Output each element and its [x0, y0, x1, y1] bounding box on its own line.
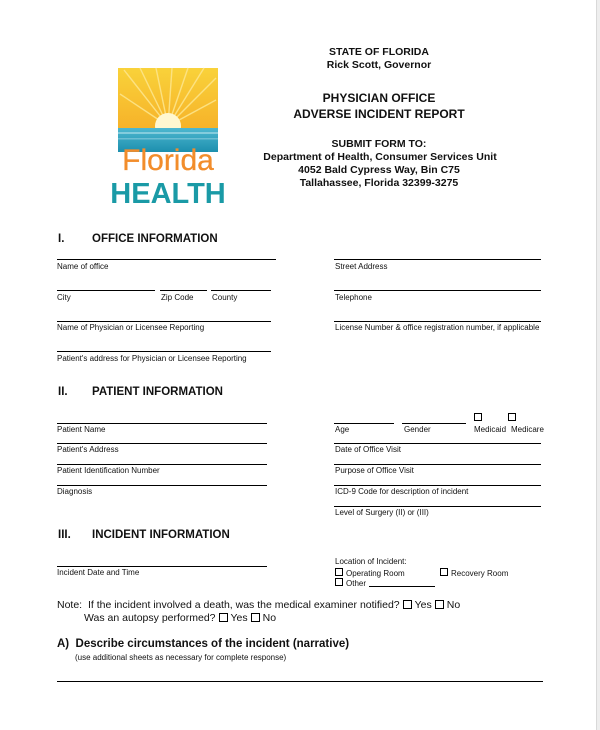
license-number-label: License Number & office registration number, if applicable: [335, 323, 540, 332]
title-line-2: ADVERSE INCIDENT REPORT: [293, 107, 465, 121]
section-incident-information: [58, 529, 230, 541]
recovery-room-label: Recovery Room: [451, 569, 509, 578]
diagnosis-field[interactable]: [57, 485, 267, 486]
operating-room-label: Operating Room: [346, 569, 405, 578]
logo-word-florida: Florida: [122, 144, 214, 177]
checkbox-icon: [508, 413, 516, 421]
section-number: II.: [58, 386, 68, 398]
telephone-label: Telephone: [335, 293, 372, 302]
note-question-2: [84, 612, 276, 625]
address-line-1: 4052 Bald Cypress Way, Bin C75: [298, 164, 460, 176]
autopsy-no-checkbox[interactable]: [251, 613, 260, 622]
county-field[interactable]: [211, 290, 271, 291]
autopsy-question: Was an autopsy performed?: [84, 612, 216, 624]
title-line-1: PHYSICIAN OFFICE: [322, 91, 436, 105]
surgery-level-label: Level of Surgery (II) or (III): [335, 508, 429, 517]
medicare-checkbox[interactable]: [508, 413, 519, 424]
date-of-visit-field[interactable]: [334, 443, 541, 444]
gender-field[interactable]: [402, 423, 466, 424]
address-line-2: Tallahassee, Florida 32399-3275: [299, 177, 459, 189]
zip-code-field[interactable]: [160, 290, 207, 291]
florida-health-logo: [112, 66, 224, 208]
state-heading: STATE OF FLORIDA: [329, 46, 429, 58]
section-title: INCIDENT INFORMATION: [92, 529, 230, 541]
me-yes-checkbox[interactable]: [403, 600, 412, 609]
street-address-label: Street Address: [335, 262, 388, 271]
narrative-subtitle: (use additional sheets as necessary for complete response): [75, 653, 287, 662]
section-title: OFFICE INFORMATION: [92, 233, 218, 245]
medicaid-label: Medicaid: [474, 425, 507, 434]
county-label: County: [212, 293, 238, 302]
icd9-field[interactable]: [334, 485, 541, 486]
physician-name-field[interactable]: [57, 321, 271, 322]
gender-label: Gender: [404, 425, 431, 434]
patient-name-field[interactable]: [57, 423, 267, 424]
other-checkbox[interactable]: [335, 578, 366, 589]
medical-examiner-question: If the incident involved a death, was the medical examiner notified?: [87, 599, 400, 611]
autopsy-no-label: No: [262, 612, 277, 624]
me-no-label: No: [446, 599, 461, 611]
age-label: Age: [335, 425, 350, 434]
surgery-level-field[interactable]: [334, 506, 541, 507]
zip-code-label: Zip Code: [161, 293, 194, 302]
patient-name-label: Patient Name: [57, 425, 106, 434]
checkbox-icon: [474, 413, 482, 421]
patient-id-label: Patient Identification Number: [57, 466, 160, 475]
department-line: Department of Health, Consumer Services Unit: [263, 151, 497, 163]
name-of-office-field[interactable]: [57, 259, 276, 260]
note-prefix: Note:: [57, 599, 83, 611]
other-location-field[interactable]: [369, 586, 435, 587]
other-label: Other: [346, 579, 367, 588]
patients-address-field[interactable]: [57, 443, 267, 444]
autopsy-yes-label: Yes: [230, 612, 248, 624]
me-no-checkbox[interactable]: [435, 600, 444, 609]
diagnosis-label: Diagnosis: [57, 487, 93, 496]
autopsy-yes-checkbox[interactable]: [219, 613, 228, 622]
section-number: I.: [58, 233, 65, 245]
checkbox-icon: [335, 568, 343, 576]
physician-name-label: Name of Physician or Licensee Reporting: [57, 323, 205, 332]
note-question-1: [57, 599, 460, 612]
recovery-room-checkbox[interactable]: [440, 568, 508, 579]
florida-health-logo-graphic: [112, 66, 224, 208]
section-patient-information: [58, 386, 223, 398]
narrative-title: Describe circumstances of the incident (narrative): [75, 638, 350, 650]
checkbox-icon: [335, 578, 343, 586]
icd9-label: ICD-9 Code for description of incident: [335, 487, 469, 496]
patient-address-physician-label: Patient's address for Physician or Licensee Reporting: [57, 354, 247, 363]
section-office-information: [58, 233, 218, 245]
city-label: City: [57, 293, 71, 302]
me-yes-label: Yes: [414, 599, 432, 611]
patient-id-field[interactable]: [57, 464, 267, 465]
governor-heading: Rick Scott, Governor: [326, 59, 432, 71]
purpose-of-visit-field[interactable]: [334, 464, 541, 465]
city-field[interactable]: [57, 290, 155, 291]
patients-address-label: Patient's Address: [57, 445, 119, 454]
age-field[interactable]: [334, 423, 394, 424]
narrative-heading: [57, 638, 349, 650]
logo-word-health: HEALTH: [112, 178, 224, 208]
date-of-visit-label: Date of Office Visit: [335, 445, 401, 454]
submit-heading: SUBMIT FORM TO:: [331, 138, 427, 150]
telephone-field[interactable]: [334, 290, 541, 291]
medicare-label: Medicare: [511, 425, 544, 434]
name-of-office-label: Name of office: [57, 262, 109, 271]
location-of-incident-label: Location of Incident:: [335, 557, 407, 566]
section-number: III.: [58, 529, 71, 541]
patient-address-physician-field[interactable]: [57, 351, 271, 352]
medicaid-checkbox[interactable]: [474, 413, 485, 424]
incident-date-time-label: Incident Date and Time: [57, 568, 140, 577]
section-title: PATIENT INFORMATION: [92, 386, 223, 398]
incident-date-time-field[interactable]: [57, 566, 267, 567]
narrative-label: A): [57, 638, 70, 650]
narrative-line-1[interactable]: [57, 681, 543, 682]
purpose-of-visit-label: Purpose of Office Visit: [335, 466, 414, 475]
street-address-field[interactable]: [334, 259, 541, 260]
license-number-field[interactable]: [334, 321, 541, 322]
checkbox-icon: [440, 568, 448, 576]
